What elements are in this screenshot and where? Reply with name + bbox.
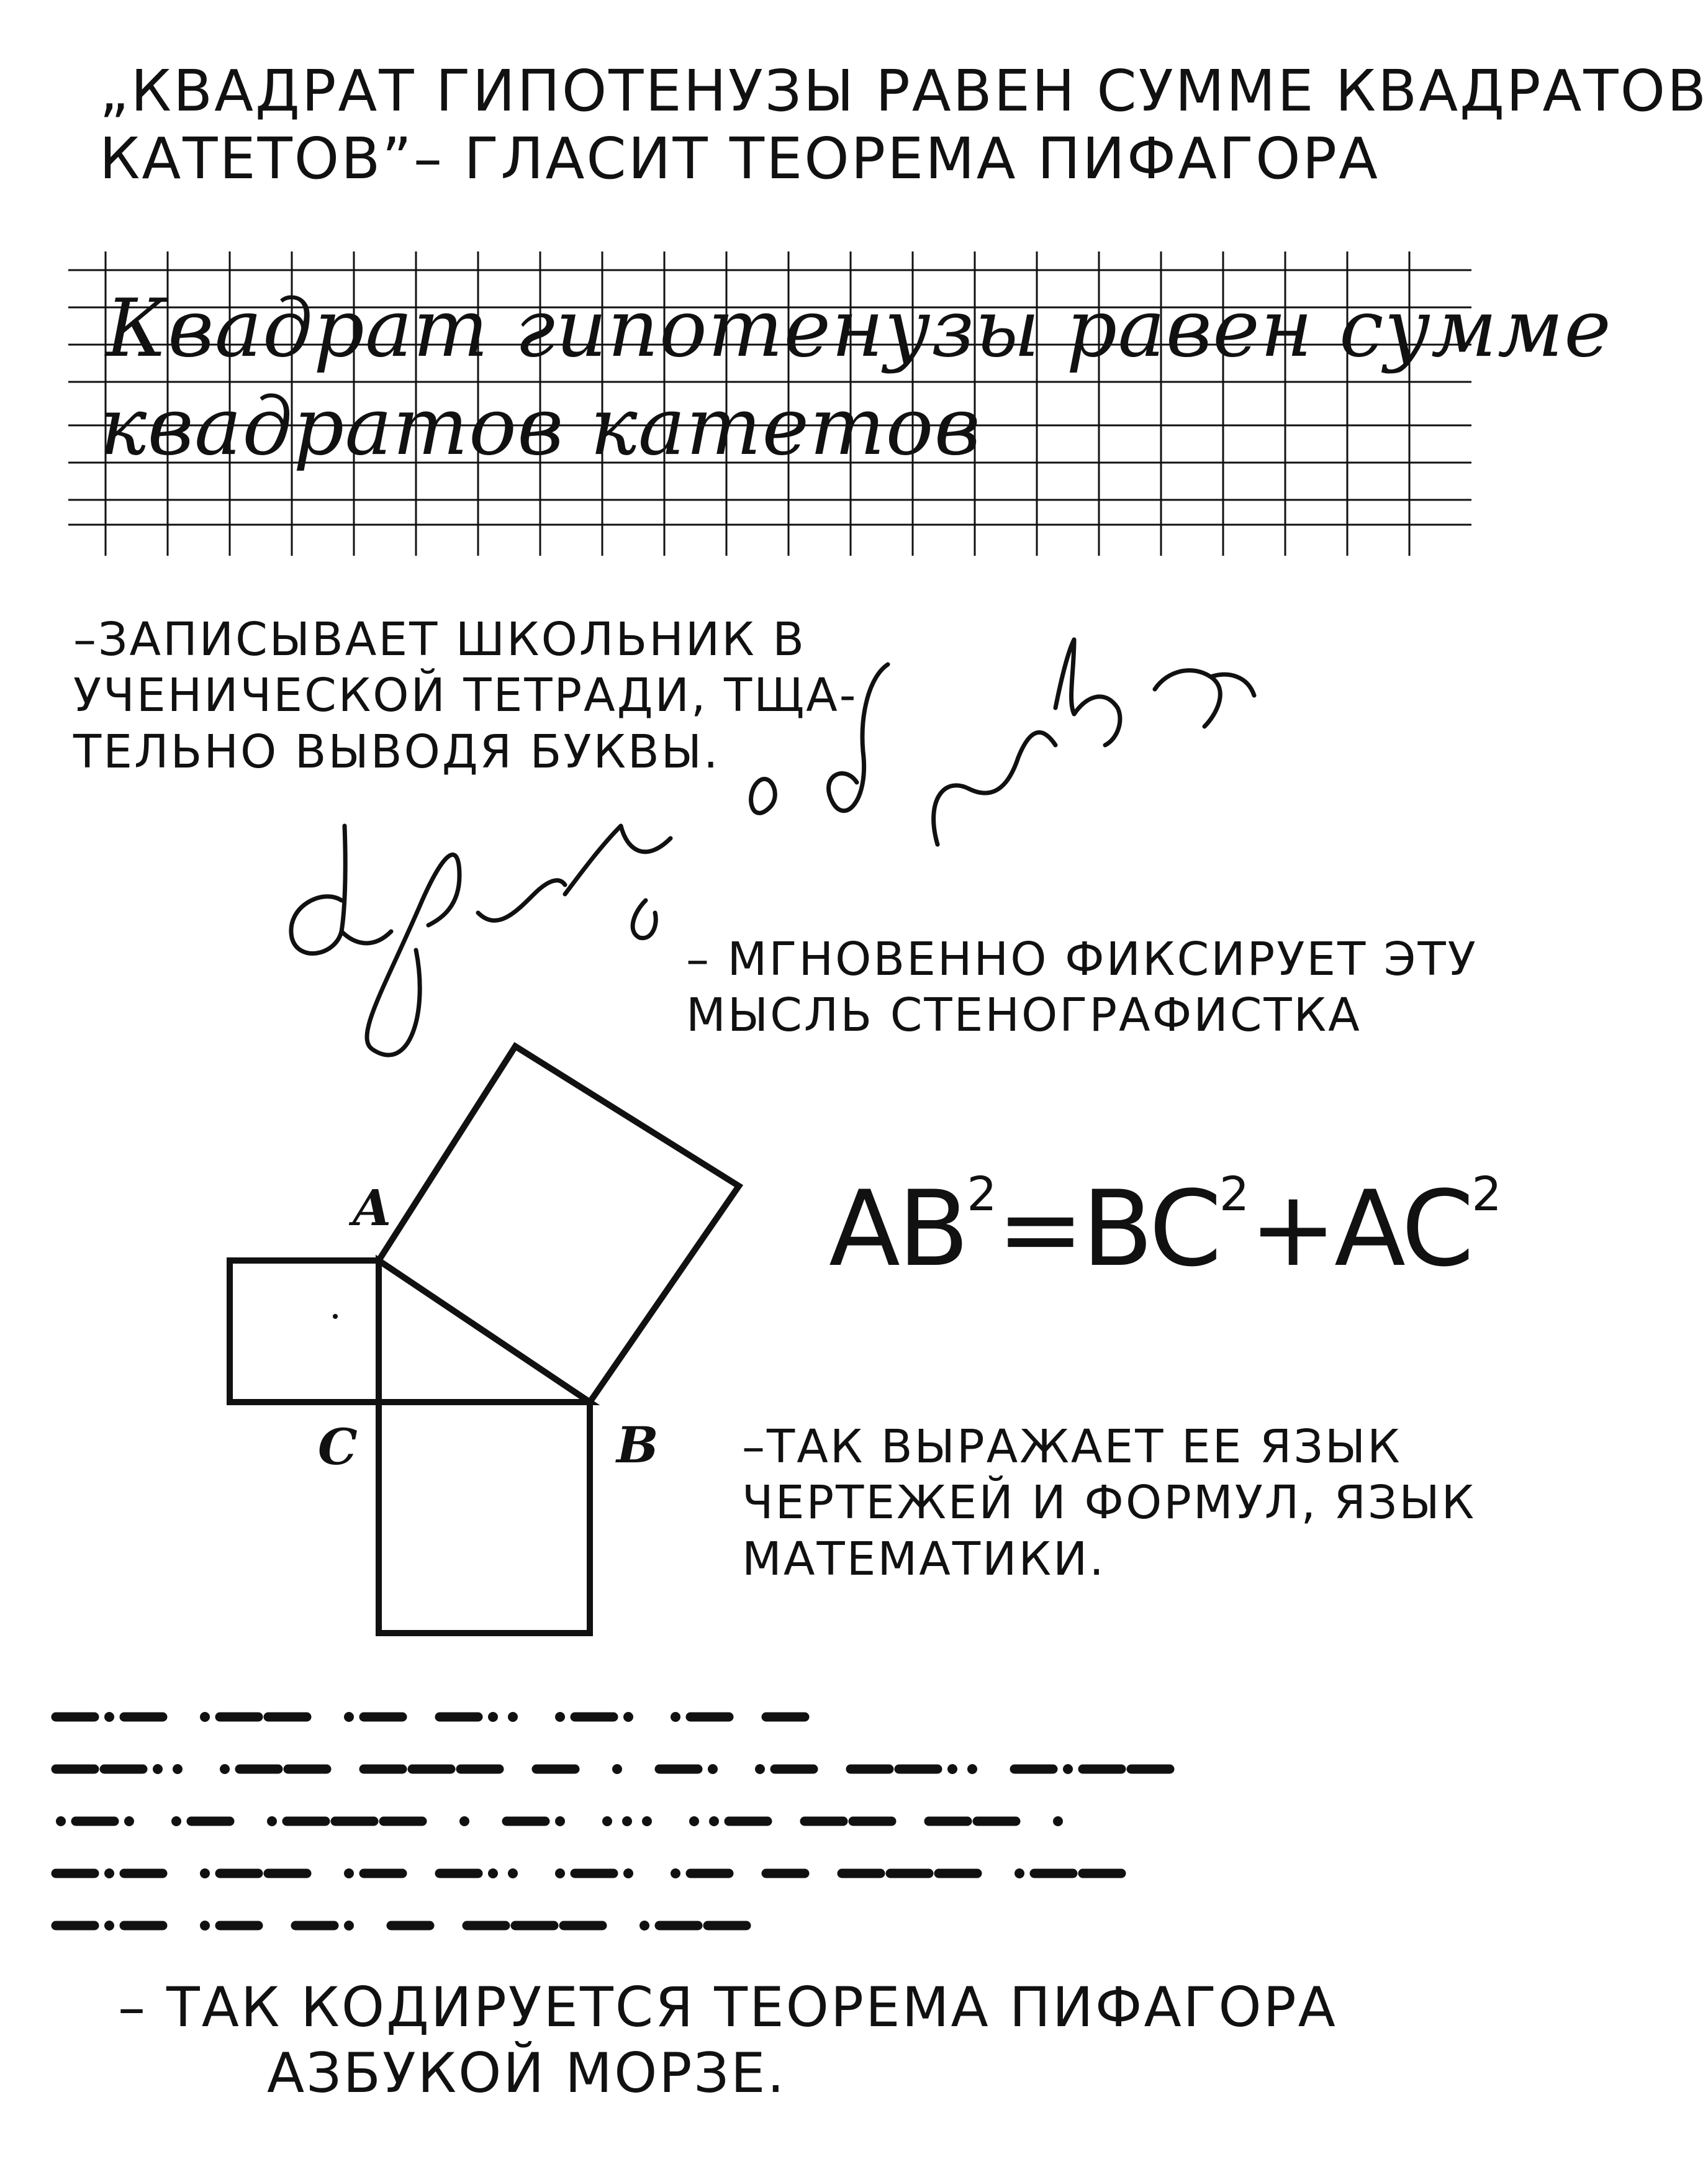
intro-line-1: „КВАДРАТ ГИПОТЕНУЗЫ РАВЕН СУММЕ КВАДРАТОВ [99,58,1708,124]
morse-row [56,1868,1121,1878]
caption-stenographer [686,931,1478,1044]
morse-dot [623,1712,633,1722]
formula-ac: AC [1334,1168,1472,1290]
morse-dot [488,1712,498,1722]
notebook-sample [68,245,1612,568]
morse-dot [173,1764,183,1774]
morse-dot [200,1868,210,1878]
morse-dot [671,1712,680,1722]
morse-dot [104,1921,114,1931]
morse-dot [689,1816,699,1826]
morse-dot [555,1868,565,1878]
morse-dot [344,1868,354,1878]
morse-dot [708,1764,718,1774]
square-on-ac [230,1261,379,1402]
morse-dot [200,1712,210,1722]
caption-schoolboy-line-3: ТЕЛЬНО ВЫВОДЯ БУКВЫ. [73,725,720,779]
pythagoras-diagram [211,1025,770,1646]
intro-text [99,59,1708,191]
morse-dot [153,1764,163,1774]
morse-dot [104,1868,114,1878]
morse-dot [267,1816,277,1826]
caption-morse-line-1: – ТАК КОДИРУЕТСЯ ТЕОРЕМА ПИФАГОРА [118,1975,1337,2039]
morse-dot [1053,1816,1063,1826]
caption-morse-line-2: АЗБУКОЙ МОРЗЕ. [267,2040,787,2105]
morse-dot [671,1868,680,1878]
morse-dot [200,1921,210,1931]
morse-dot [124,1816,134,1826]
point-label-b: B [617,1416,659,1474]
notebook-line-2: квадратов катетов [99,381,982,473]
morse-dot [612,1764,622,1774]
morse-code-block [50,1704,1490,1947]
morse-dot [623,1868,633,1878]
caption-morse [118,1975,1337,2106]
caption-math [742,1419,1476,1587]
caption-schoolboy-line-2: УЧЕНИЧЕСКОЙ ТЕТРАДИ, ТЩА- [73,669,858,723]
morse-row [56,1764,1170,1774]
point-label-a: A [353,1179,392,1237]
morse-row [56,1921,746,1931]
caption-stenographer-line-2: МЫСЛЬ СТЕНОГРАФИСТКА [686,989,1362,1043]
morse-dot [508,1868,518,1878]
formula-bc: BC [1082,1168,1219,1290]
formula-plus: + [1249,1168,1335,1290]
morse-dot [555,1816,565,1826]
morse-dot [602,1816,612,1826]
morse-dot [642,1816,652,1826]
morse-dot [220,1764,230,1774]
morse-dot [344,1921,354,1931]
morse-dot [488,1868,498,1878]
caption-stenographer-line-1: – МГНОВЕННО ФИКСИРУЕТ ЭТУ [686,933,1478,986]
right-triangle [379,1261,590,1402]
morse-dot [709,1816,719,1826]
caption-math-line-3: МАТЕМАТИКИ. [742,1532,1106,1586]
caption-schoolboy-line-1: –ЗАПИСЫВАЕТ ШКОЛЬНИК В [73,613,807,666]
formula-ab: AB [829,1168,967,1290]
formula-exponent-ab: 2 [967,1166,997,1221]
morse-row [56,1816,1063,1826]
morse-dot [639,1921,649,1931]
notebook-line-1: Квадрат гипотенузы равен сумме [106,283,1612,375]
morse-dot [755,1764,765,1774]
intro-line-2: КАТЕТОВ”– ГЛАСИТ ТЕОРЕМА ПИФАГОРА [99,125,1380,192]
morse-dot [171,1816,181,1826]
point-label-c: C [318,1418,358,1476]
morse-dot [967,1764,977,1774]
caption-math-line-1: –ТАК ВЫРАЖАЕТ ЕЕ ЯЗЫК [742,1420,1402,1474]
morse-dot [947,1764,957,1774]
morse-dot [344,1712,354,1722]
morse-dot [508,1712,518,1722]
morse-dot [56,1816,66,1826]
morse-dot [622,1816,632,1826]
caption-math-line-2: ЧЕРТЕЖЕЙ И ФОРМУЛ, ЯЗЫК [742,1476,1476,1530]
morse-dot [459,1816,469,1826]
morse-dot [104,1712,114,1722]
morse-dot [1063,1764,1073,1774]
pythagorean-formula [829,1166,1502,1290]
formula-equals: = [996,1168,1082,1290]
formula-exponent-bc: 2 [1219,1166,1250,1221]
morse-row [56,1712,805,1722]
morse-dot [1014,1868,1024,1878]
square-on-bc [379,1402,590,1633]
formula-exponent-ac: 2 [1471,1166,1502,1221]
morse-dot [555,1712,565,1722]
square-on-ab [379,1046,739,1402]
